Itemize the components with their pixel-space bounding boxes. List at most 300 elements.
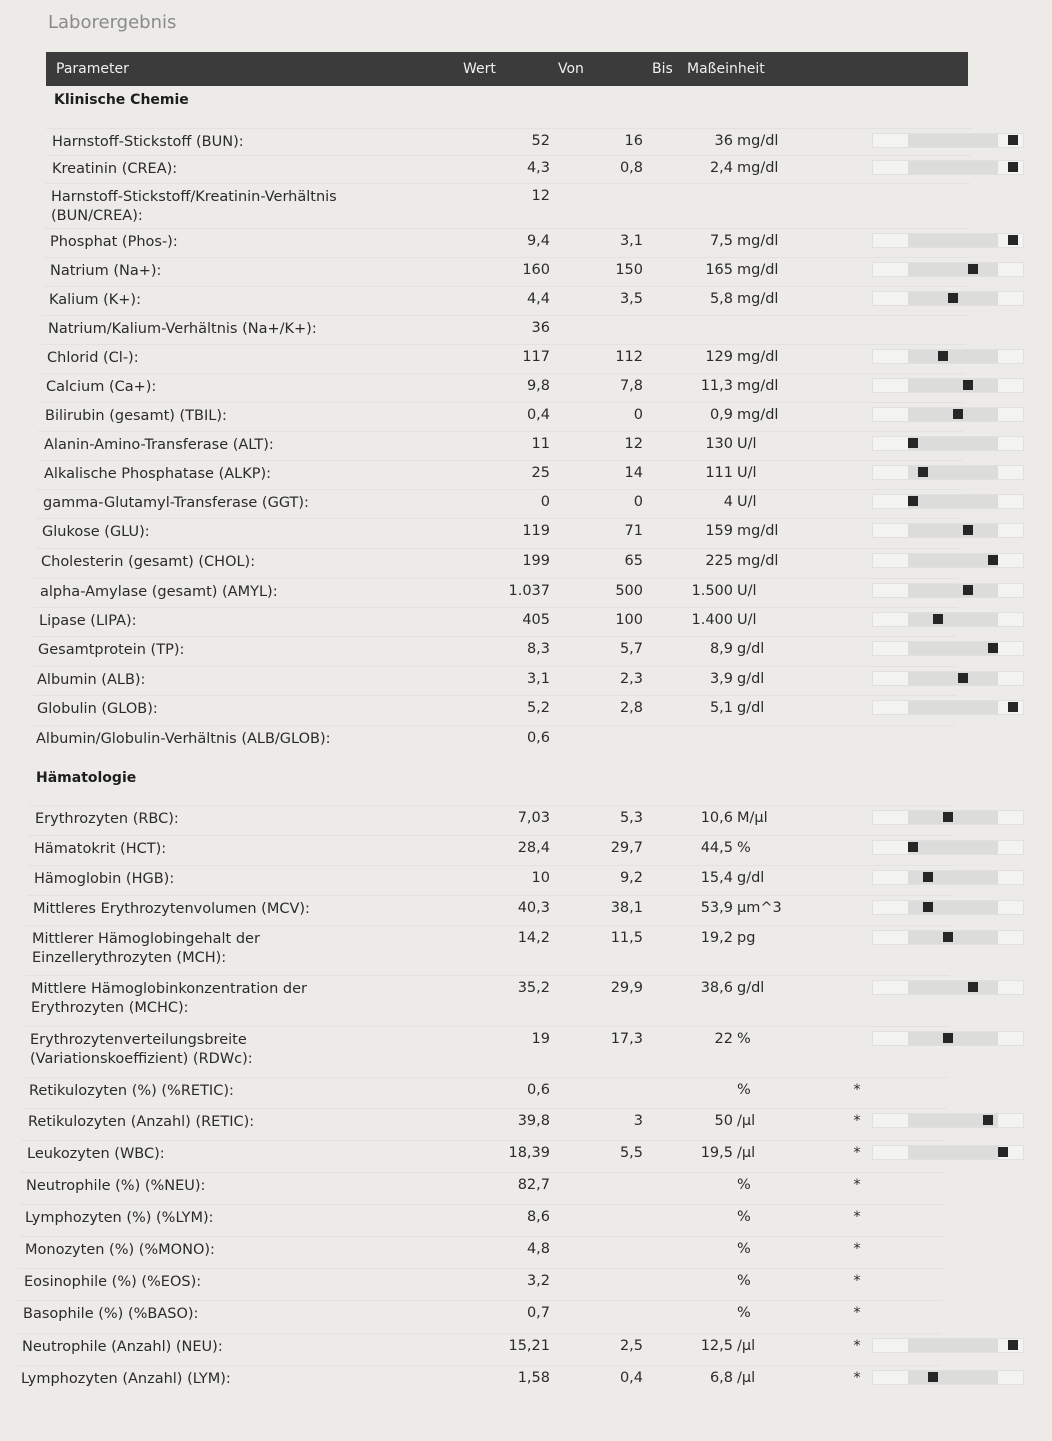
range-bar	[872, 671, 1024, 686]
range-bar	[872, 553, 1024, 568]
value-von: 3,5	[619, 291, 643, 307]
value-marker	[938, 351, 948, 361]
value-marker	[1008, 135, 1018, 145]
parameter-name: Lymphozyten (%) (%LYM):	[25, 1210, 214, 1226]
value-marker	[958, 673, 968, 683]
row-divider	[24, 1026, 949, 1027]
parameter-name: Lipase (LIPA):	[39, 613, 137, 629]
value-bis: 44,5	[700, 840, 733, 856]
table-row	[31, 980, 965, 1016]
value-von: 2,3	[619, 671, 643, 687]
row-divider	[40, 373, 965, 374]
value-wert: 0,7	[526, 1305, 550, 1321]
value-von: 65	[624, 553, 643, 569]
header-von: Von	[558, 61, 584, 77]
value-unit: M/µl	[737, 810, 768, 826]
range-band	[908, 495, 998, 508]
value-marker	[953, 409, 963, 419]
value-wert: 1,58	[517, 1370, 550, 1386]
value-wert: 0,6	[526, 1082, 550, 1098]
value-bis: 11,3	[700, 378, 733, 394]
range-band	[908, 263, 998, 276]
value-von: 100	[615, 612, 643, 628]
table-row	[34, 840, 965, 866]
parameter-name: Monozyten (%) (%MONO):	[25, 1242, 215, 1258]
table-row	[30, 1031, 965, 1067]
value-von: 29,9	[610, 980, 643, 996]
value-wert: 10	[531, 870, 550, 886]
value-marker	[908, 438, 918, 448]
value-unit: %	[737, 1241, 751, 1257]
value-unit: U/l	[737, 494, 757, 510]
row-divider	[16, 1333, 941, 1334]
table-row	[43, 494, 965, 520]
range-band	[908, 554, 998, 567]
value-wert: 19	[531, 1031, 550, 1047]
value-bis: 50	[714, 1113, 733, 1129]
flag-marker: *	[853, 1145, 861, 1161]
value-marker	[983, 1115, 993, 1125]
value-unit: µm^3	[737, 900, 782, 916]
row-divider	[34, 578, 959, 579]
parameter-name: Chlorid (Cl-):	[47, 350, 139, 366]
value-wert: 199	[522, 553, 550, 569]
value-bis: 111	[705, 465, 733, 481]
parameter-name: Hämatokrit (HCT):	[34, 841, 167, 857]
value-unit: %	[737, 1209, 751, 1225]
parameter-name: Leukozyten (WBC):	[27, 1146, 165, 1162]
value-unit: /µl	[737, 1113, 756, 1129]
value-bis: 22	[714, 1031, 733, 1047]
parameter-name: Hämoglobin (HGB):	[34, 871, 175, 887]
parameter-name: Natrium/Kalium-Verhältnis (Na+/K+):	[48, 321, 317, 337]
row-divider	[28, 865, 953, 866]
value-von: 5,7	[619, 641, 643, 657]
parameter-name: alpha-Amylase (gesamt) (AMYL):	[40, 584, 278, 600]
table-row	[21, 1370, 965, 1396]
parameter-name: Calcium (Ca+):	[46, 379, 157, 395]
range-bar	[872, 930, 1024, 945]
value-wert: 8,3	[526, 641, 550, 657]
range-band	[908, 437, 998, 450]
value-wert: 18,39	[508, 1145, 550, 1161]
table-row	[51, 188, 965, 224]
value-wert: 14,2	[517, 930, 550, 946]
value-von: 150	[615, 262, 643, 278]
value-marker	[923, 902, 933, 912]
value-von: 0,8	[619, 160, 643, 176]
value-wert: 405	[522, 612, 550, 628]
value-unit: mg/dl	[737, 133, 779, 149]
row-divider	[46, 155, 971, 156]
row-divider	[27, 895, 952, 896]
value-von: 3,1	[619, 233, 643, 249]
range-bar	[872, 612, 1024, 627]
range-band	[908, 379, 998, 392]
value-unit: mg/dl	[737, 160, 779, 176]
value-bis: 12,5	[700, 1338, 733, 1354]
value-wert: 25	[531, 465, 550, 481]
value-wert: 82,7	[517, 1177, 550, 1193]
value-wert: 12	[531, 188, 550, 204]
range-bar	[872, 160, 1024, 175]
value-bis: 36	[714, 133, 733, 149]
range-bar	[872, 1145, 1024, 1160]
range-band	[908, 811, 998, 824]
value-marker	[908, 842, 918, 852]
row-divider	[15, 1365, 940, 1366]
value-von: 2,5	[619, 1338, 643, 1354]
value-bis: 0,9	[709, 407, 733, 423]
table-row	[48, 320, 965, 346]
value-unit: %	[737, 1273, 751, 1289]
value-wert: 0,6	[526, 730, 550, 746]
row-divider	[44, 228, 969, 229]
value-unit: %	[737, 1082, 751, 1098]
value-wert: 36	[531, 320, 550, 336]
value-bis: 38,6	[700, 980, 733, 996]
flag-marker: *	[853, 1082, 861, 1098]
value-bis: 2,4	[709, 160, 733, 176]
value-bis: 1.500	[691, 583, 733, 599]
value-marker	[908, 496, 918, 506]
range-bar	[872, 494, 1024, 509]
value-unit: U/l	[737, 583, 757, 599]
value-wert: 3,1	[526, 671, 550, 687]
parameter-name: Harnstoff-Stickstoff/Kreatinin-Verhältnis (BUN/CREA):	[51, 189, 337, 224]
range-band	[908, 134, 998, 147]
value-von: 5,5	[619, 1145, 643, 1161]
parameter-name: Eosinophile (%) (%EOS):	[24, 1274, 202, 1290]
parameter-name: Globulin (GLOB):	[37, 701, 158, 717]
parameter-name: Kalium (K+):	[49, 292, 141, 308]
row-divider	[46, 128, 971, 129]
value-marker	[943, 932, 953, 942]
parameter-name: Kreatinin (CREA):	[52, 161, 178, 177]
parameter-name: Phosphat (Phos-):	[50, 234, 178, 250]
value-wert: 160	[522, 262, 550, 278]
value-wert: 117	[522, 349, 550, 365]
value-von: 0	[633, 407, 643, 423]
row-divider	[25, 975, 950, 976]
row-divider	[38, 431, 963, 432]
row-divider	[20, 1172, 945, 1173]
range-band	[908, 672, 998, 685]
flag-marker: *	[853, 1370, 861, 1386]
value-unit: g/dl	[737, 700, 765, 716]
parameter-name: Bilirubin (gesamt) (TBIL):	[45, 408, 227, 424]
table-row	[45, 407, 965, 433]
value-marker	[1008, 162, 1018, 172]
table-row	[37, 671, 965, 697]
value-wert: 4,4	[526, 291, 550, 307]
range-bar	[872, 262, 1024, 277]
value-marker	[968, 982, 978, 992]
table-row	[25, 1209, 965, 1235]
parameter-name: Natrium (Na+):	[50, 263, 162, 279]
row-divider	[39, 402, 964, 403]
table-row	[26, 1177, 965, 1203]
value-wert: 39,8	[517, 1113, 550, 1129]
value-marker	[1008, 702, 1018, 712]
parameter-name: Neutrophile (%) (%NEU):	[26, 1178, 206, 1194]
range-band	[908, 981, 998, 994]
row-divider	[44, 257, 969, 258]
header-unit: Maßeinheit	[687, 61, 765, 77]
range-band	[908, 1146, 998, 1159]
row-divider	[19, 1204, 944, 1205]
value-von: 38,1	[610, 900, 643, 916]
value-unit: U/l	[737, 436, 757, 452]
value-unit: g/dl	[737, 671, 765, 687]
parameter-name: Basophile (%) (%BASO):	[23, 1306, 199, 1322]
parameter-name: Mittlere Hämoglobinkonzentration der Erythrozyten (MCHC):	[31, 981, 308, 1016]
row-divider	[19, 1236, 944, 1237]
row-divider	[21, 1140, 946, 1141]
range-bar	[872, 407, 1024, 422]
value-von: 7,8	[619, 378, 643, 394]
row-divider	[22, 1108, 947, 1109]
table-row	[34, 870, 965, 896]
parameter-name: Albumin/Globulin-Verhältnis (ALB/GLOB):	[36, 731, 331, 747]
value-wert: 1.037	[508, 583, 550, 599]
value-unit: mg/dl	[737, 378, 779, 394]
value-unit: mg/dl	[737, 349, 779, 365]
value-wert: 0,4	[526, 407, 550, 423]
value-unit: mg/dl	[737, 291, 779, 307]
parameter-name: Retikulozyten (%) (%RETIC):	[29, 1083, 234, 1099]
value-bis: 6,8	[709, 1370, 733, 1386]
range-bar	[872, 436, 1024, 451]
parameter-name: gamma-Glutamyl-Transferase (GGT):	[43, 495, 309, 511]
range-bar	[872, 700, 1024, 715]
range-bar	[872, 810, 1024, 825]
value-wert: 8,6	[526, 1209, 550, 1225]
value-von: 0	[633, 494, 643, 510]
range-band	[908, 524, 998, 537]
range-bar	[872, 1370, 1024, 1385]
value-von: 112	[615, 349, 643, 365]
value-bis: 130	[705, 436, 733, 452]
row-divider	[45, 183, 970, 184]
value-wert: 52	[531, 133, 550, 149]
value-wert: 15,21	[508, 1338, 550, 1354]
table-row	[28, 1113, 965, 1139]
value-wert: 40,3	[517, 900, 550, 916]
value-bis: 129	[705, 349, 733, 365]
value-unit: mg/dl	[737, 407, 779, 423]
parameter-name: Alanin-Amino-Transferase (ALT):	[44, 437, 274, 453]
value-bis: 8,9	[709, 641, 733, 657]
value-wert: 9,4	[526, 233, 550, 249]
value-von: 3	[633, 1113, 643, 1129]
row-divider	[36, 518, 961, 519]
range-bar	[872, 583, 1024, 598]
value-wert: 0	[540, 494, 550, 510]
row-divider	[31, 666, 956, 667]
table-row	[27, 1145, 965, 1171]
range-bar	[872, 233, 1024, 248]
row-divider	[42, 315, 967, 316]
row-divider	[28, 835, 953, 836]
value-marker	[933, 614, 943, 624]
value-bis: 53,9	[700, 900, 733, 916]
value-marker	[928, 1372, 938, 1382]
value-unit: pg	[737, 930, 756, 946]
value-bis: 7,5	[709, 233, 733, 249]
parameter-name: Erythrozytenverteilungsbreite (Variationskoeffizient) (RDWc):	[30, 1032, 253, 1067]
parameter-name: Lymphozyten (Anzahl) (LYM):	[21, 1371, 231, 1387]
value-unit: U/l	[737, 465, 757, 481]
range-bar	[872, 1113, 1024, 1128]
value-bis: 225	[705, 553, 733, 569]
range-band	[908, 613, 998, 626]
value-bis: 19,2	[700, 930, 733, 946]
table-row	[44, 465, 965, 491]
row-divider	[41, 344, 966, 345]
value-von: 17,3	[610, 1031, 643, 1047]
value-wert: 9,8	[526, 378, 550, 394]
table-row	[39, 612, 965, 638]
value-bis: 5,8	[709, 291, 733, 307]
value-marker	[943, 812, 953, 822]
range-band	[908, 1339, 998, 1352]
range-bar	[872, 1031, 1024, 1046]
value-von: 11,5	[610, 930, 643, 946]
value-unit: %	[737, 1177, 751, 1193]
value-von: 9,2	[619, 870, 643, 886]
row-divider	[33, 607, 958, 608]
parameter-name: Erythrozyten (RBC):	[35, 811, 179, 827]
flag-marker: *	[853, 1273, 861, 1289]
range-band	[908, 1371, 998, 1384]
value-unit: mg/dl	[737, 233, 779, 249]
row-divider	[43, 286, 968, 287]
value-von: 71	[624, 523, 643, 539]
value-unit: g/dl	[737, 980, 765, 996]
value-marker	[943, 1033, 953, 1043]
value-unit: mg/dl	[737, 262, 779, 278]
header-parameter: Parameter	[56, 61, 129, 77]
value-von: 14	[624, 465, 643, 481]
page-title: Laborergebnis	[48, 12, 177, 33]
table-row	[33, 900, 965, 926]
value-von: 29,7	[610, 840, 643, 856]
section-heading: Klinische Chemie	[54, 92, 189, 108]
range-band	[908, 871, 998, 884]
table-row	[49, 291, 965, 317]
value-unit: /µl	[737, 1338, 756, 1354]
value-unit: U/l	[737, 612, 757, 628]
range-bar	[872, 133, 1024, 148]
table-row	[29, 1082, 965, 1108]
value-wert: 35,2	[517, 980, 550, 996]
value-bis: 159	[705, 523, 733, 539]
range-band	[908, 1032, 998, 1045]
section-heading: Hämatologie	[36, 770, 137, 786]
table-row	[36, 730, 965, 756]
flag-marker: *	[853, 1209, 861, 1225]
range-band	[908, 234, 998, 247]
value-marker	[963, 380, 973, 390]
parameter-name: Retikulozyten (Anzahl) (RETIC):	[28, 1114, 255, 1130]
range-bar	[872, 900, 1024, 915]
parameter-name: Cholesterin (gesamt) (CHOL):	[41, 554, 256, 570]
range-bar	[872, 1338, 1024, 1353]
table-row	[32, 930, 965, 966]
value-wert: 5,2	[526, 700, 550, 716]
value-marker	[968, 264, 978, 274]
range-band	[908, 701, 998, 714]
value-von: 5,3	[619, 810, 643, 826]
value-marker	[988, 643, 998, 653]
range-bar	[872, 980, 1024, 995]
table-row	[41, 553, 965, 579]
table-row	[47, 349, 965, 375]
value-wert: 4,8	[526, 1241, 550, 1257]
value-marker	[1008, 1340, 1018, 1350]
table-row	[38, 641, 965, 667]
row-divider	[35, 548, 960, 549]
row-divider	[26, 925, 951, 926]
row-divider	[32, 636, 957, 637]
value-von: 2,8	[619, 700, 643, 716]
value-bis: 1.400	[691, 612, 733, 628]
parameter-name: Neutrophile (Anzahl) (NEU):	[22, 1339, 223, 1355]
value-bis: 5,1	[709, 700, 733, 716]
row-divider	[23, 1077, 948, 1078]
value-marker	[1008, 235, 1018, 245]
row-divider	[31, 695, 956, 696]
parameter-name: Alkalische Phosphatase (ALKP):	[44, 466, 272, 482]
range-band	[908, 841, 998, 854]
value-wert: 119	[522, 523, 550, 539]
header-bis: Bis	[652, 61, 673, 77]
value-unit: /µl	[737, 1145, 756, 1161]
value-marker	[963, 585, 973, 595]
parameter-name: Mittleres Erythrozytenvolumen (MCV):	[33, 901, 310, 917]
value-wert: 7,03	[517, 810, 550, 826]
value-von: 0,4	[619, 1370, 643, 1386]
value-von: 12	[624, 436, 643, 452]
flag-marker: *	[853, 1241, 861, 1257]
row-divider	[38, 460, 963, 461]
table-row	[23, 1305, 965, 1331]
parameter-name: Harnstoff-Stickstoff (BUN):	[52, 134, 244, 150]
value-wert: 3,2	[526, 1273, 550, 1289]
value-wert: 11	[531, 436, 550, 452]
range-bar	[872, 641, 1024, 656]
value-marker	[923, 872, 933, 882]
row-divider	[37, 489, 962, 490]
value-unit: %	[737, 1305, 751, 1321]
value-unit: mg/dl	[737, 553, 779, 569]
flag-marker: *	[853, 1305, 861, 1321]
value-marker	[988, 555, 998, 565]
parameter-name: Albumin (ALB):	[37, 672, 146, 688]
value-bis: 4	[723, 494, 733, 510]
parameter-name: Mittlerer Hämoglobingehalt der Einzellerythrozyten (MCH):	[32, 931, 260, 966]
table-row	[37, 700, 965, 726]
row-divider	[17, 1300, 942, 1301]
value-unit: g/dl	[737, 641, 765, 657]
row-divider	[30, 725, 955, 726]
table-row	[22, 1338, 965, 1364]
row-divider	[18, 1268, 943, 1269]
value-marker	[948, 293, 958, 303]
header-wert: Wert	[463, 61, 496, 77]
table-row	[40, 583, 965, 609]
